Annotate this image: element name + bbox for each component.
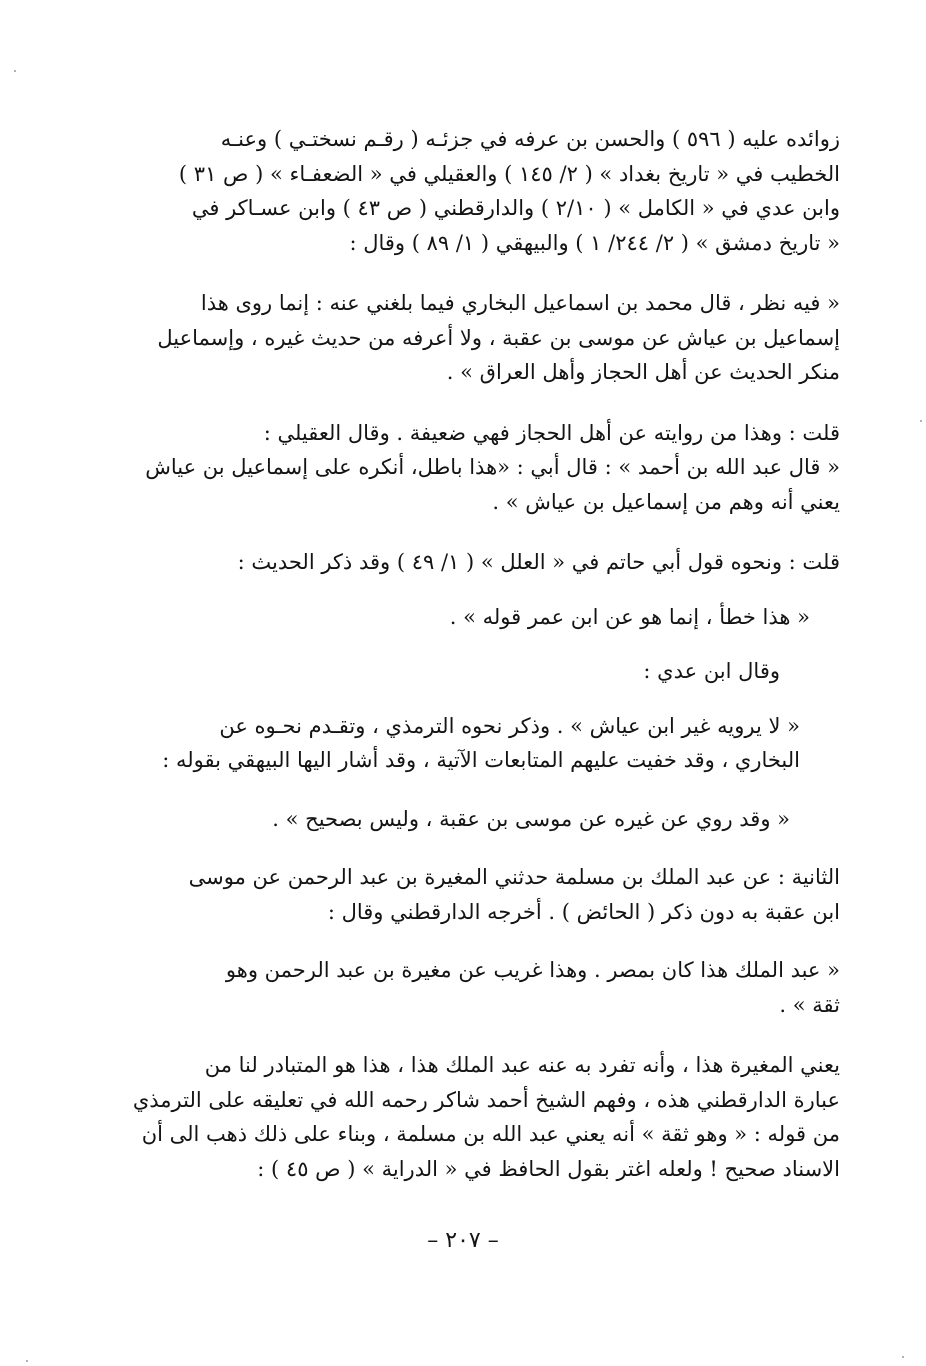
scan-speck bbox=[14, 70, 16, 72]
text-line: ابن عقبة به دون ذكر ( الحائض ) . أخرجه الدارقطني وقال : bbox=[327, 899, 840, 924]
text-line: « هذا خطأ ، إنما هو عن ابن عمر قوله » . bbox=[449, 604, 810, 629]
text-line: وابن عدي في « الكامل » ( ٢/١٠ ) والدارقطني ( ص ٤٣ ) وابن عسـاكر في bbox=[191, 196, 840, 220]
text-line: الاسناد صحيح ! ولعله اغتر بقول الحافظ في « الدراية » ( ص ٤٥ ) : bbox=[257, 1156, 840, 1181]
paragraph-8 bbox=[160, 802, 840, 837]
scan-speck bbox=[26, 1360, 28, 1362]
text-line: « لا يرويه غير ابن عياش » . وذكر نحوه الترمذي ، وتقـدم نحـوه عن bbox=[219, 713, 800, 738]
page-body bbox=[132, 122, 840, 1186]
text-line: ثقة » . bbox=[779, 992, 840, 1017]
text-line: الخطيب في « تاريخ بغداد » ( ٢/ ١٤٥ ) والعقيلي في « الضعفـاء » ( ص ٣١ ) bbox=[178, 161, 840, 186]
paragraph-1 bbox=[160, 122, 840, 260]
text-line: وقال ابن عدي : bbox=[643, 659, 780, 683]
page-number: – ٢٠٧ – bbox=[427, 1228, 499, 1253]
text-line: قلت : وهذا من روايته عن أهل الحجاز فهي ضعيفة . وقال العقيلي : bbox=[263, 420, 840, 445]
paragraph-4 bbox=[160, 545, 840, 580]
text-line: البخاري ، وقد خفيت عليهم المتابعات الآتية ، وقد أشار اليها البيهقي بقوله : bbox=[162, 748, 800, 772]
paragraph-3 bbox=[145, 416, 840, 520]
text-line: قلت : ونحوه قول أبي حاتم في « العلل » ( ١/ ٤٩ ) وقد ذكر الحديث : bbox=[237, 550, 840, 574]
paragraph-9 bbox=[160, 860, 840, 929]
text-line: الثانية : عن عبد الملك بن مسلمة حدثني المغيرة بن عبد الرحمن عن موسى bbox=[188, 865, 840, 889]
text-line: « تاريخ دمشق » ( ٢/ ٢٤٤/ ١ ) والبيهقي ( ١/ ٨٩ ) وقال : bbox=[349, 230, 840, 255]
text-line: من قوله : « وهو ثقة » أنه يعني عبد الله بن مسلمة ، وبناء على ذلك ذهب الى أن bbox=[141, 1122, 840, 1146]
paragraph-10 bbox=[160, 953, 840, 1022]
paragraph-7 bbox=[160, 709, 840, 778]
paragraph-5 bbox=[160, 600, 840, 635]
text-line: إسماعيل بن عياش عن موسى بن عقبة ، ولا أعرفه من حديث غيره ، وإسماعيل bbox=[157, 325, 840, 350]
text-line: « فيه نظر ، قال محمد بن اسماعيل البخاري فيما بلغني عنه : إنما روى هذا bbox=[200, 291, 840, 315]
text-line: عبارة الدارقطني هذه ، وفهم الشيخ أحمد شاكر رحمه الله في تعليقه على الترمذي bbox=[132, 1087, 840, 1112]
text-line: زوائده عليه ( ٥٩٦ ) والحسن بن عرفه في جزئـه ( رقـم نسختـي ) وعنـه bbox=[220, 127, 840, 151]
text-line: « قال عبد الله بن أحمد » : قال أبي : «هذا باطل، أنكره على إسماعيل بن عياش bbox=[145, 455, 840, 479]
paragraph-6 bbox=[160, 654, 840, 689]
text-line: منكر الحديث عن أهل الحجاز وأهل العراق » . bbox=[446, 360, 840, 384]
text-line: « عبد الملك هذا كان بمصر . وهذا غريب عن مغيرة بن عبد الرحمن وهو bbox=[225, 958, 840, 982]
scan-speck bbox=[902, 1356, 904, 1358]
paragraph-2 bbox=[157, 286, 840, 390]
text-line: يعني أنه وهم من إسماعيل بن عياش » . bbox=[492, 489, 840, 514]
paragraph-11 bbox=[132, 1048, 840, 1186]
text-line: يعني المغيرة هذا ، وأنه تفرد به عنه عبد الملك هذا ، هذا هو المتبادر لنا من bbox=[204, 1053, 840, 1077]
scan-speck bbox=[920, 420, 922, 422]
text-line: « وقد روي عن غيره عن موسى بن عقبة ، وليس بصحيح » . bbox=[272, 806, 790, 831]
